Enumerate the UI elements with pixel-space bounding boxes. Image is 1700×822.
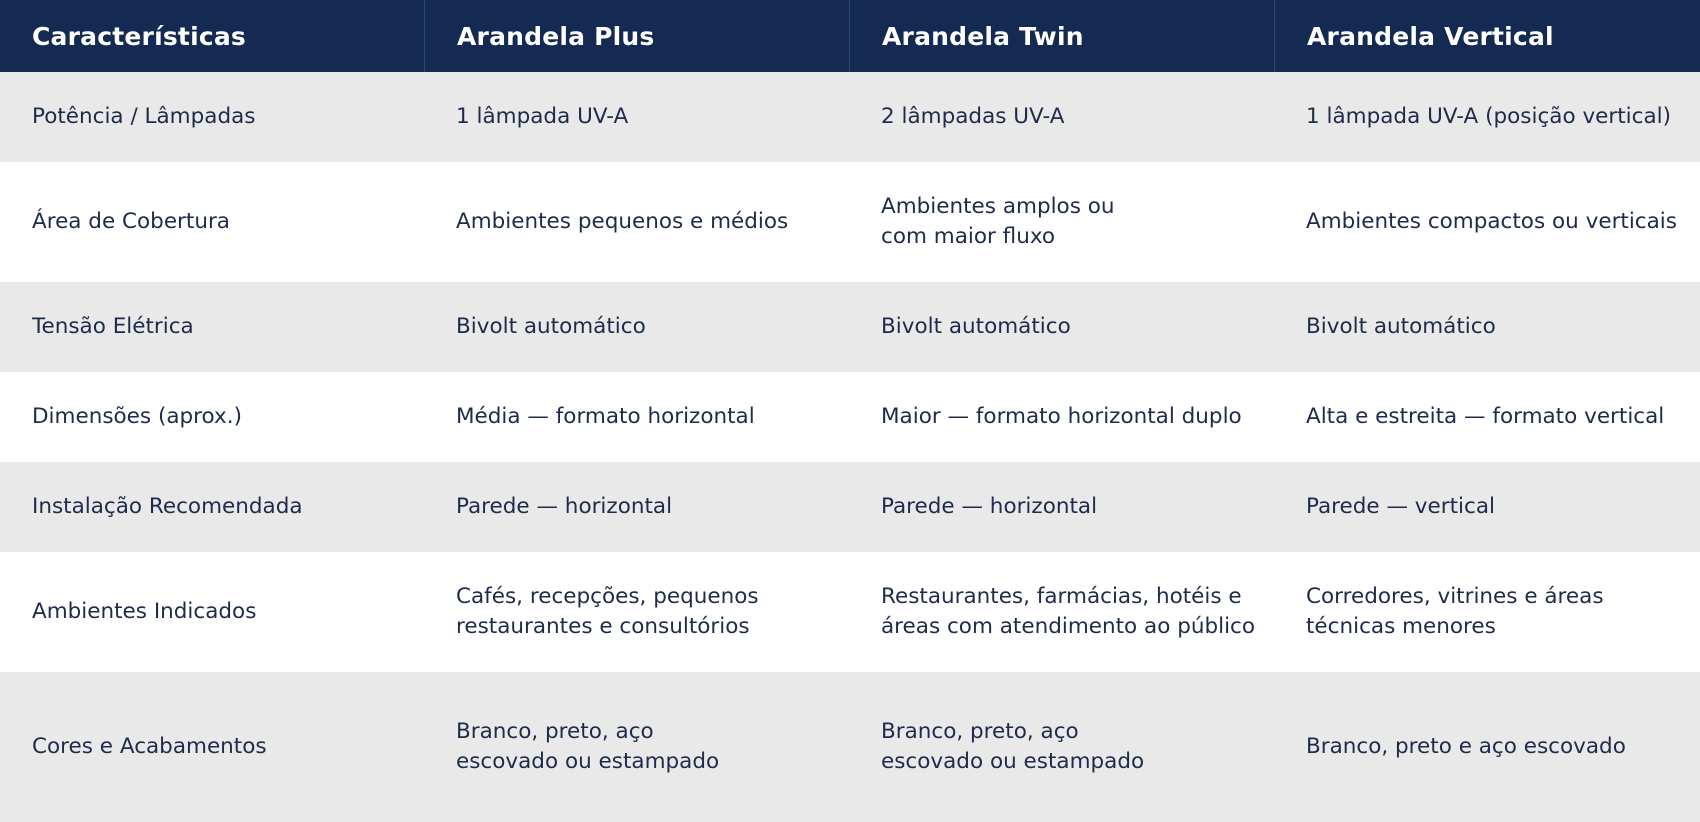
header-cell-caracteristicas: Características <box>32 21 247 51</box>
table-header <box>0 0 1700 72</box>
table-cell: Parede — horizontal <box>456 494 673 519</box>
table-cell: Bivolt automático <box>456 314 646 339</box>
table-cell: Média — formato horizontal <box>456 404 755 429</box>
header-cell-arandela-twin: Arandela Twin <box>882 21 1084 51</box>
table-cell: 2 lâmpadas UV-A <box>881 104 1065 129</box>
header-divider <box>424 0 425 72</box>
table-row <box>0 672 1700 822</box>
table-row <box>0 462 1700 552</box>
table-cell: Bivolt automático <box>881 314 1071 339</box>
table-row <box>0 282 1700 372</box>
header-cell-arandela-plus: Arandela Plus <box>457 21 655 51</box>
table-cell: 1 lâmpada UV-A (posição vertical) <box>1306 104 1671 129</box>
table-cell: Alta e estreita — formato vertical <box>1306 404 1665 429</box>
table-row <box>0 372 1700 462</box>
table-cell: Parede — vertical <box>1306 494 1495 519</box>
header-divider <box>1274 0 1275 72</box>
header-divider <box>849 0 850 72</box>
table-cell: Parede — horizontal <box>881 494 1098 519</box>
table-cell: Ambientes amplos ou com maior fluxo <box>881 194 1115 249</box>
table-cell: Ambientes compactos ou verticais <box>1306 209 1677 234</box>
row-label: Dimensões (aprox.) <box>32 404 242 429</box>
row-label: Cores e Acabamentos <box>32 734 267 759</box>
row-label: Potência / Lâmpadas <box>32 104 256 129</box>
table-cell: Branco, preto, aço escovado ou estampado <box>881 719 1145 774</box>
table-cell: Restaurantes, farmácias, hotéis e áreas com atendimento ao público <box>881 584 1256 639</box>
row-label: Ambientes Indicados <box>32 599 257 624</box>
table-cell: 1 lâmpada UV-A <box>456 104 629 129</box>
table-cell: Branco, preto e aço escovado <box>1306 734 1626 759</box>
table-cell: Cafés, recepções, pequenos restaurantes e consultórios <box>456 584 759 639</box>
table-cell: Ambientes pequenos e médios <box>456 209 789 234</box>
row-label: Área de Cobertura <box>32 209 230 234</box>
table-row <box>0 162 1700 282</box>
header-cell-arandela-vertical: Arandela Vertical <box>1307 21 1554 51</box>
table-cell: Maior — formato horizontal duplo <box>881 404 1242 429</box>
row-label: Tensão Elétrica <box>32 314 194 339</box>
row-label: Instalação Recomendada <box>32 494 303 519</box>
table-cell: Corredores, vitrines e áreas técnicas menores <box>1306 584 1604 639</box>
table-cell: Branco, preto, aço escovado ou estampado <box>456 719 720 774</box>
table-row <box>0 552 1700 672</box>
table-cell: Bivolt automático <box>1306 314 1496 339</box>
table-row <box>0 72 1700 162</box>
